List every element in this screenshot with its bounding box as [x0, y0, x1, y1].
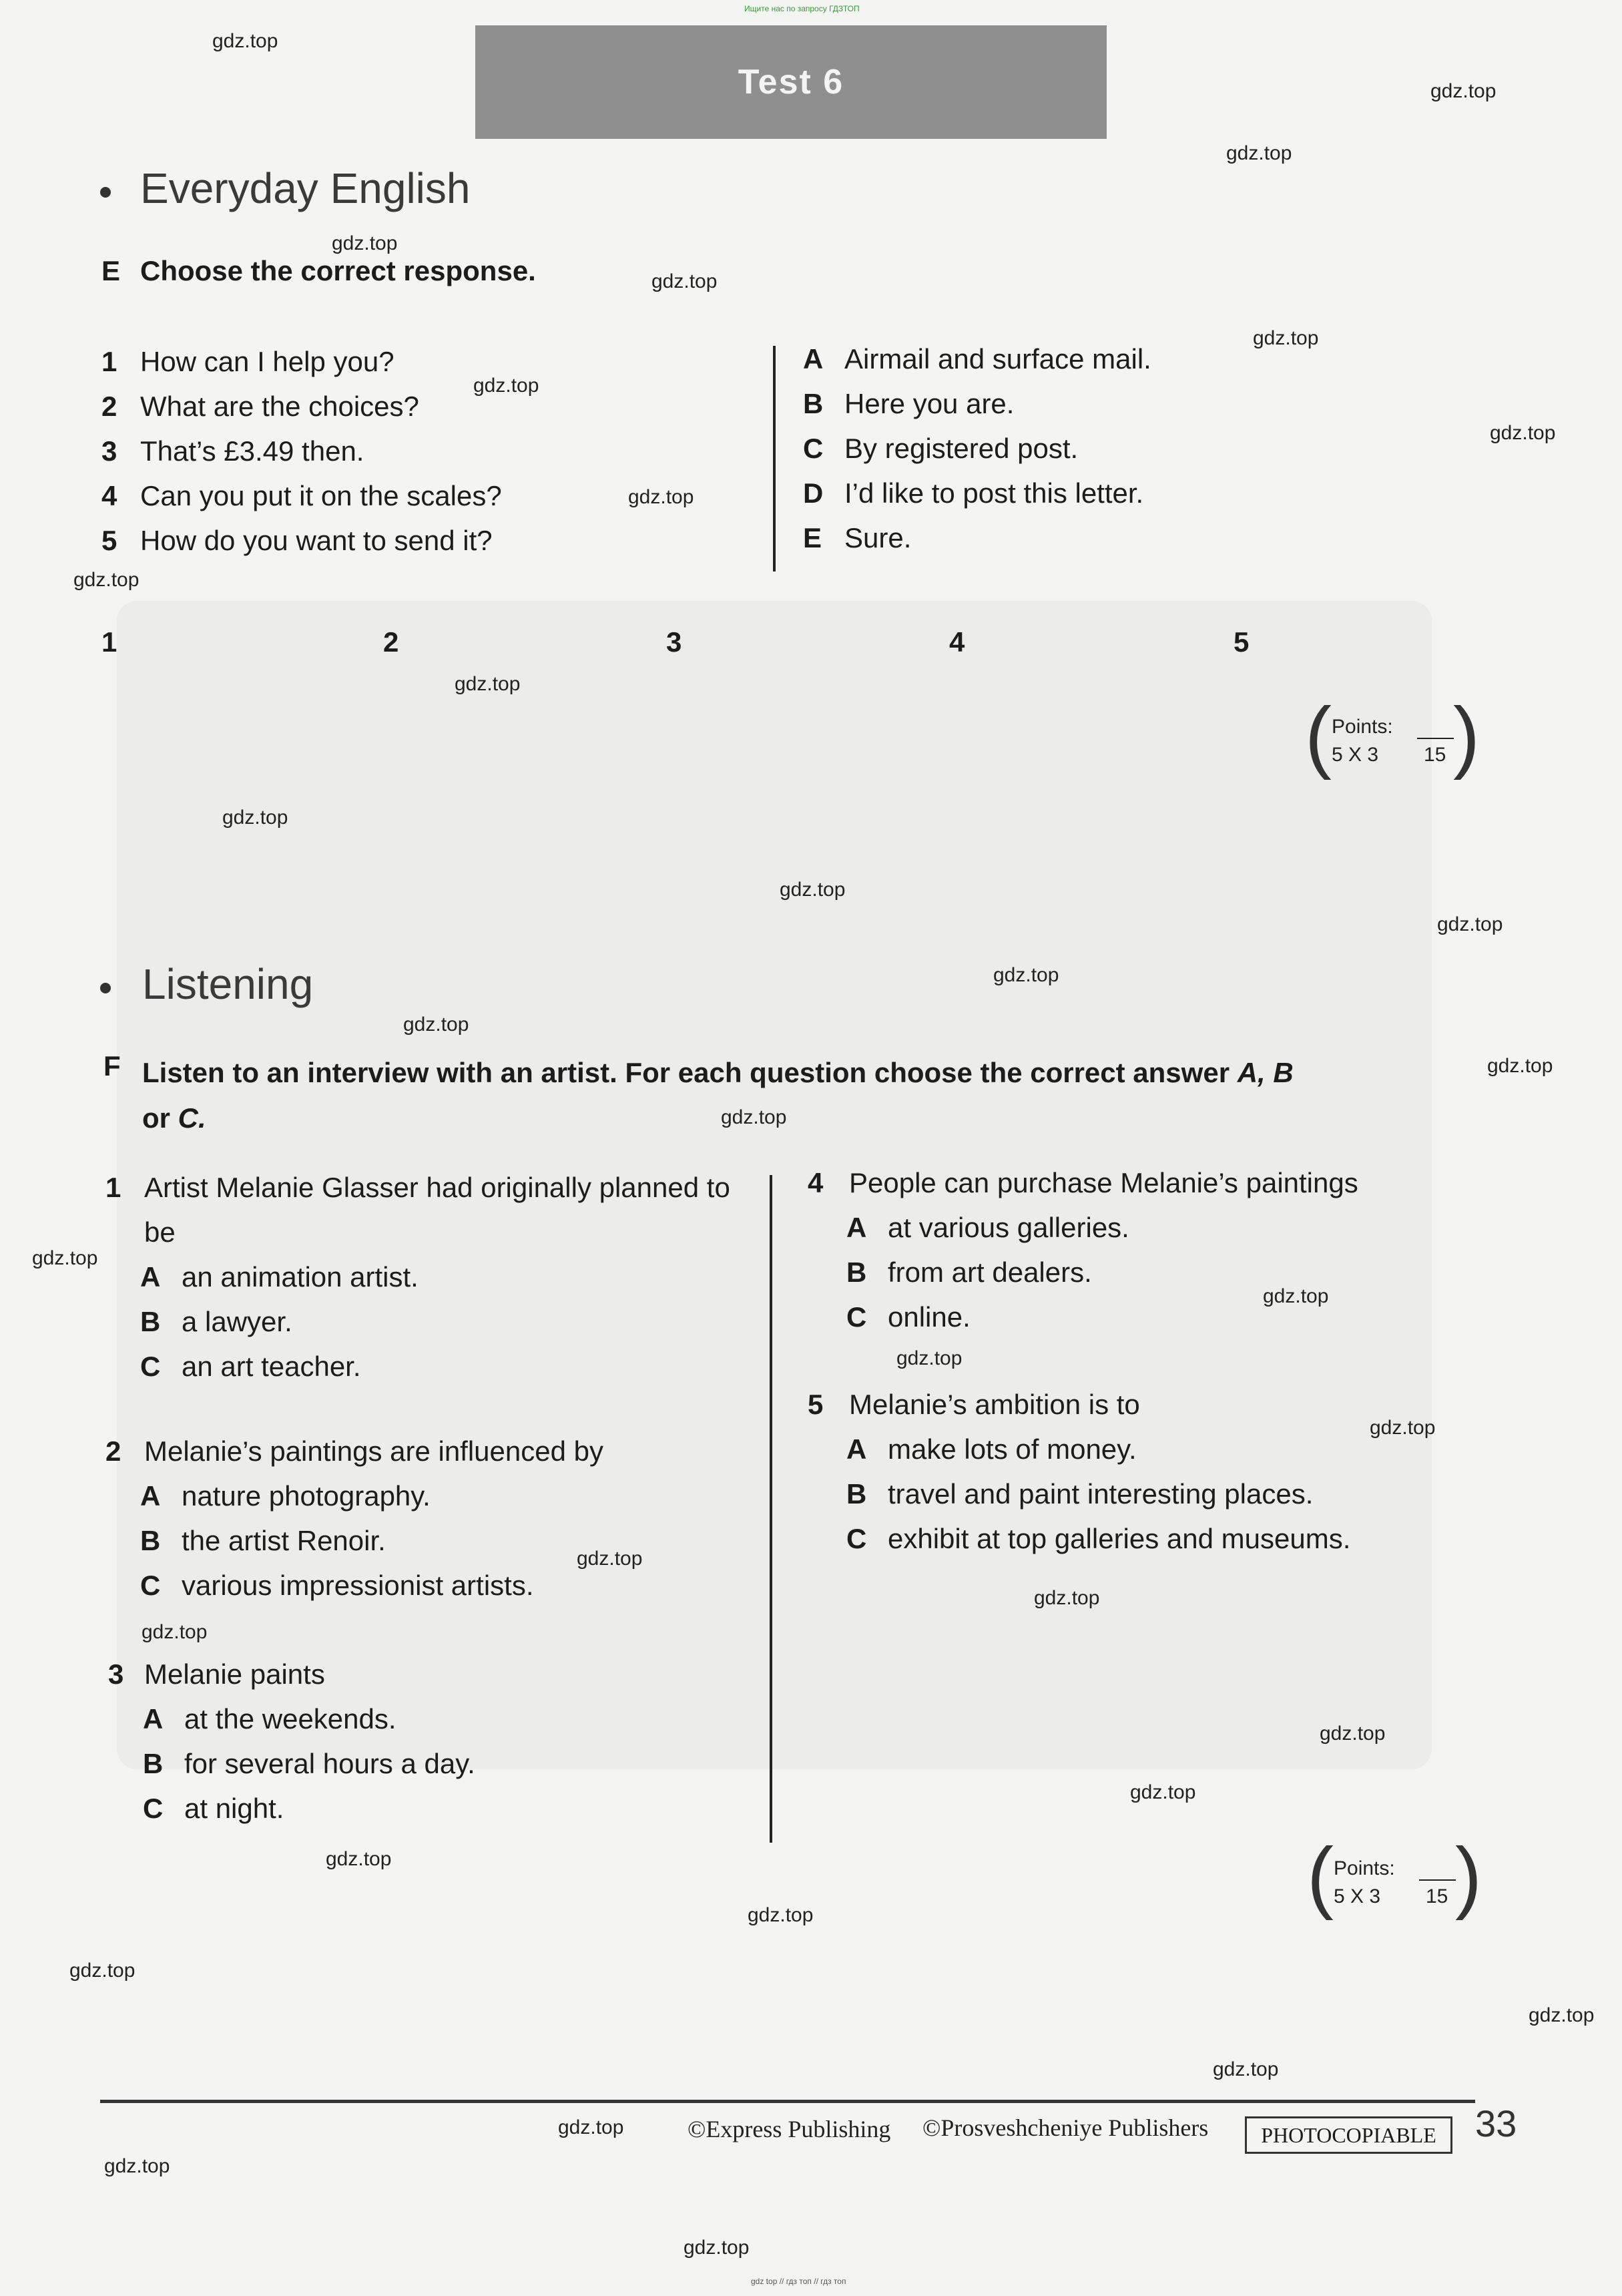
watermark: gdz.top — [326, 1848, 392, 1870]
option-b[interactable]: B from art dealers. — [846, 1256, 1092, 1288]
watermark: gdz.top — [455, 673, 521, 695]
response-item: D I’d like to post this letter. — [803, 477, 1144, 509]
watermark: gdz.top — [1253, 327, 1319, 349]
question-2: 2 Melanie’s paintings are influenced by A nature photography. B the artist Renoir. C various impressionist artists. — [105, 1435, 603, 1614]
task-instruction-e: Choose the correct response. — [140, 255, 536, 286]
option-a[interactable]: A at various galleries. — [846, 1212, 1129, 1243]
watermark: gdz.top — [1263, 1285, 1329, 1307]
answer-slot-3[interactable]: 3 — [666, 626, 682, 658]
bullet-icon — [100, 983, 111, 993]
watermark: gdz.top — [577, 1548, 643, 1570]
watermark: gdz.top — [1487, 1055, 1553, 1077]
watermark: gdz.top — [69, 1960, 136, 1982]
task-letter-f: F — [103, 1050, 121, 1082]
question-item: 4 Can you put it on the scales? — [101, 480, 502, 511]
bottom-note: gdz top // гдз топ // гдз топ — [751, 2277, 846, 2286]
photocopiable-badge: PHOTOCOPIABLE — [1245, 2116, 1452, 2154]
watermark: gdz.top — [212, 30, 278, 52]
watermark: gdz.top — [1370, 1417, 1436, 1439]
watermark: gdz.top — [1430, 80, 1497, 102]
option-a[interactable]: A at the weekends. — [143, 1703, 396, 1735]
footer-rule — [100, 2100, 1475, 2103]
section-title-listening: Listening — [142, 960, 314, 1008]
column-divider — [770, 1175, 772, 1843]
watermark: gdz.top — [1437, 913, 1503, 935]
watermark: gdz.top — [73, 569, 140, 591]
watermark: gdz.top — [32, 1247, 98, 1269]
task-letter-e: E — [101, 255, 121, 286]
option-b[interactable]: B the artist Renoir. — [140, 1525, 386, 1556]
watermark: gdz.top — [1226, 142, 1292, 164]
option-c[interactable]: C online. — [846, 1301, 971, 1333]
answer-slot-4[interactable]: 4 — [949, 626, 965, 658]
watermark: gdz.top — [1213, 2058, 1279, 2080]
question-list-e — [101, 346, 502, 569]
response-item: A Airmail and surface mail. — [803, 343, 1151, 375]
top-note: Ищите нас по запросу ГДЗТОП — [744, 4, 860, 13]
question-5: 5 Melanie’s ambition is to A make lots of money. B travel and paint interesting places. C exhibit at top galleries and museums. — [808, 1389, 1350, 1568]
response-item: E Sure. — [803, 522, 912, 553]
option-c[interactable]: C at night. — [143, 1793, 284, 1824]
watermark: gdz.top — [748, 1904, 814, 1926]
response-item: C By registered post. — [803, 433, 1079, 464]
watermark: gdz.top — [104, 2155, 170, 2177]
answer-slot-1[interactable]: 1 — [101, 626, 117, 658]
option-b[interactable]: B travel and paint interesting places. — [846, 1478, 1314, 1510]
watermark: gdz.top — [1320, 1723, 1386, 1745]
watermark: gdz.top — [142, 1621, 208, 1643]
watermark: gdz.top — [628, 486, 694, 508]
question-item: 2 What are the choices? — [101, 391, 419, 422]
footer-prosv: ©Prosveshcheniye Publishers — [922, 2114, 1209, 2141]
answer-slot-2[interactable]: 2 — [383, 626, 399, 658]
bullet-icon — [100, 187, 111, 198]
watermark: gdz.top — [684, 2237, 750, 2259]
watermark: gdz.top — [721, 1106, 787, 1128]
points-box-e: ( Points: 5 X 3 15 ) — [1305, 691, 1480, 780]
option-a[interactable]: A nature photography. — [140, 1480, 431, 1512]
option-c[interactable]: C exhibit at top galleries and museums. — [846, 1523, 1351, 1554]
watermark: gdz.top — [993, 964, 1059, 986]
watermark: gdz.top — [896, 1347, 963, 1369]
test-header — [475, 25, 1107, 139]
option-a[interactable]: A make lots of money. — [846, 1433, 1137, 1465]
watermark: gdz.top — [403, 1013, 469, 1036]
watermark: gdz.top — [780, 879, 846, 901]
watermark: gdz.top — [332, 232, 398, 254]
test-title: Test 6 — [738, 63, 844, 101]
answer-slot-5[interactable]: 5 — [1234, 626, 1250, 658]
watermark: gdz.top — [1034, 1587, 1100, 1609]
task-instruction-f: Listen to an interview with an artist. For each question choose the correct answer A, B or C. — [142, 1057, 1294, 1134]
watermark: gdz.top — [1529, 2004, 1595, 2026]
response-list-e — [803, 343, 1151, 567]
option-b[interactable]: B for several hours a day. — [143, 1748, 475, 1779]
question-4: 4 People can purchase Melanie’s paintings A at various galleries. B from art dealers. C online. — [808, 1167, 1358, 1346]
watermark: gdz.top — [651, 270, 718, 292]
option-a[interactable]: A an animation artist. — [140, 1261, 419, 1293]
question-item: 1 How can I help you? — [101, 346, 394, 377]
question-3: 3 Melanie paints A at the weekends. B for several hours a day. C at night. — [108, 1658, 475, 1837]
section-title-everyday: Everyday English — [140, 164, 471, 212]
question-item: 3 That’s £3.49 then. — [101, 435, 364, 467]
option-c[interactable]: C an art teacher. — [140, 1351, 361, 1382]
watermark: gdz.top — [558, 2116, 624, 2138]
option-c[interactable]: C various impressionist artists. — [140, 1570, 534, 1601]
watermark: gdz.top — [1130, 1781, 1196, 1803]
watermark: gdz.top — [473, 375, 539, 397]
column-divider — [773, 346, 776, 571]
watermark: gdz.top — [1490, 422, 1556, 444]
watermark: gdz.top — [222, 807, 288, 829]
question-item: 5 How do you want to send it? — [101, 525, 493, 556]
points-box-f: ( Points: 5 X 3 15 ) — [1307, 1831, 1482, 1921]
option-b[interactable]: B a lawyer. — [140, 1306, 292, 1337]
response-item: B Here you are. — [803, 388, 1015, 419]
footer-express: ©Express Publishing — [688, 2116, 891, 2142]
page-number: 33 — [1475, 2102, 1517, 2144]
question-1: 1 Artist Melanie Glasser had originally planned to be A an animation artist. B a lawyer. C an art teacher. — [105, 1172, 730, 1395]
